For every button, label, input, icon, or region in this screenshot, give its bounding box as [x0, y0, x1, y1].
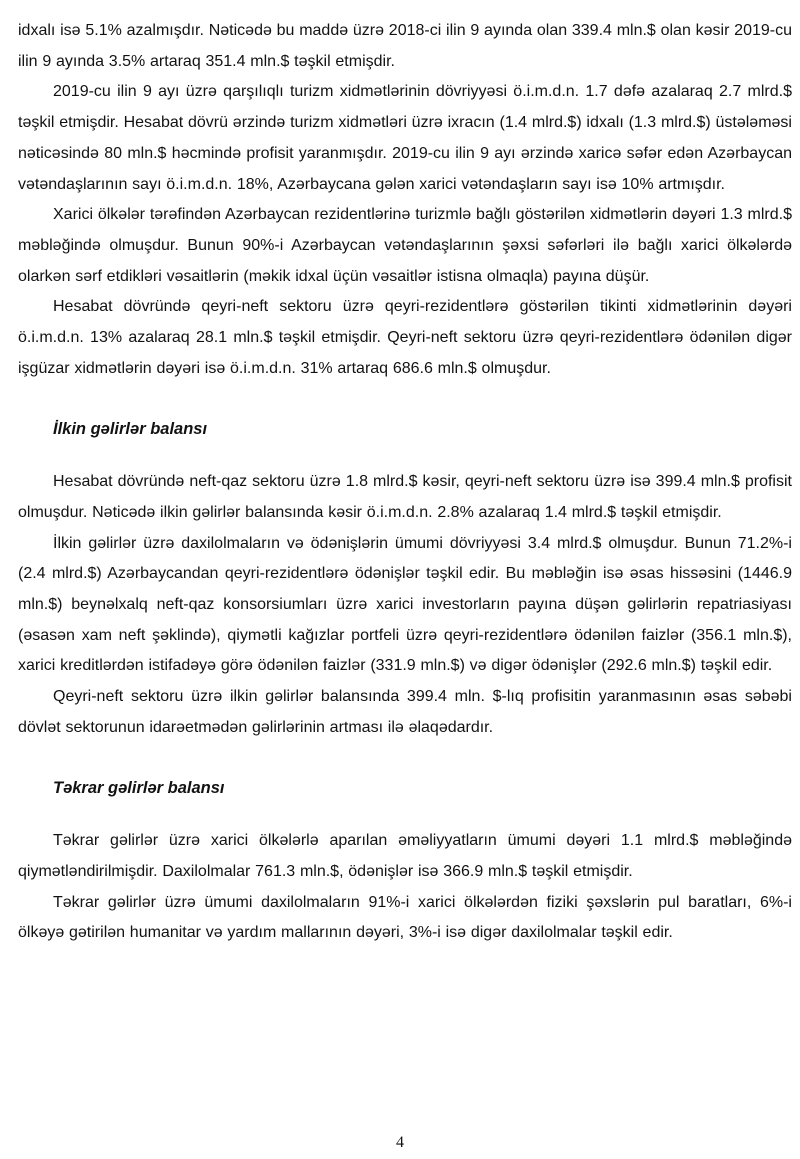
body-paragraph: Qeyri-neft sektoru üzrə ilkin gəlirlər balansında 399.4 mln. $-lıq profisitin yaranmasının əsas səbəbi dövlət sektorunun idarəetmədən gəlirlərinin artması ilə əlaqədardır. — [18, 688, 792, 736]
body-paragraph: Hesabat dövründə neft-qaz sektoru üzrə 1.8 mlrd.$ kəsir, qeyri-neft sektoru üzrə isə 399.4 mln.$ profisit olmuşdur. Nəticədə ilkin gəlirlər balansında kəsir ö.i.m.d.n. 2.8% azalaraq 1.4 mlrd.$ təşkil etmişdir. — [18, 473, 792, 521]
body-paragraph: Təkrar gəlirlər üzrə ümumi daxilolmaların 91%-i xarici ölkələrdən fiziki şəxslərin pul baratları, 6%-i ölkəyə gətirilən humanitar və yardım mallarının dəyəri, 3%-i isə digər daxilolmalar təşkil edir. — [18, 893, 792, 942]
section-heading: Təkrar gəlirlər balansı — [53, 779, 225, 798]
section-heading: İlkin gəlirlər balansı — [53, 420, 208, 439]
document-body — [18, 16, 792, 949]
body-paragraph: İlkin gəlirlər üzrə daxilolmaların və ödənişlərin ümumi dövriyyəsi 3.4 mlrd.$ olmuşdur. Bunun 71.2%-i (2.4 mlrd.$) Azərbaycandan qeyri-rezidentlərə ödənişlər təşkil edir. Bu məbləğin isə əsas hissəsini (1446.9 mln.$) beynəlxalq neft-qaz konsorsiumları üzrə xarici investorların payına düşən gəlirlərin repatriasiyası (əsasən xam neft şəklində), qiymətli kağızlar portfeli üzrə qeyri-rezidentlərə ödənilən faizlər (356.1 mln.$), xarici kreditlərdən istifadəyə görə ödənilən faizlər (331.9 mln.$) və digər ödənişlər (292.6 mln.$) təşkil edir. — [18, 534, 792, 675]
body-paragraph: 2019-cu ilin 9 ayı üzrə qarşılıqlı turizm xidmətlərinin dövriyyəsi ö.i.m.d.n. 1.7 dəfə azalaraq 2.7 mlrd.$ təşkil etmişdir. Hesabat dövrü ərzində turizm xidmətləri üzrə ixracın (1.4 mlrd.$) idxalı (1.3 mlrd.$) üstələməsi nəticəsində 80 mln.$ həcmində profisit yaranmışdır. 2019-cu ilin 9 ayı ərzində xaricə səfər edən Azərbaycan vətəndaşlarının sayı ö.i.m.d.n. 18%, Azərbaycana gələn xarici vətəndaşların sayı isə 10% artmışdır. — [18, 83, 792, 193]
body-paragraph: Təkrar gəlirlər üzrə xarici ölkələrlə aparılan əməliyyatların ümumi dəyəri 1.1 mlrd.$ məbləğində qiymətləndirilmişdir. Daxilolmalar 761.3 mln.$, ödənişlər isə 366.9 mln.$ təşkil etmişdir. — [18, 832, 792, 880]
body-paragraph: Hesabat dövründə qeyri-neft sektoru üzrə qeyri-rezidentlərə göstərilən tikinti xidmətlərinin dəyəri ö.i.m.d.n. 13% azalaraq 28.1 mln.$ təşkil etmişdir. Qeyri-neft sektoru üzrə qeyri-rezidentlərə ödənilən digər işgüzar xidmətlərin dəyəri isə ö.i.m.d.n. 31% artaraq 686.6 mln.$ olmuşdur. — [18, 298, 792, 377]
body-paragraph: Xarici ölkələr tərəfindən Azərbaycan rezidentlərinə turizmlə bağlı göstərilən xidmətlərin dəyəri 1.3 mlrd.$ məbləğində olmuşdur. Bunun 90%-i Azərbaycan vətəndaşlarının şəxsi səfərləri ilə bağlı xarici ölkələrdə olarkən sərf etdikləri vəsaitlərin (məkik idxal üçün vəsaitlər istisna olmaqla) payına düşür. — [18, 206, 792, 285]
body-paragraph: idxalı isə 5.1% azalmışdır. Nəticədə bu maddə üzrə 2018-ci ilin 9 ayında olan 339.4 mln.$ olan kəsir 2019-cu ilin 9 ayında 3.5% artaraq 351.4 mln.$ təşkil etmişdir. — [18, 22, 792, 70]
page-number: 4 — [396, 1134, 404, 1151]
